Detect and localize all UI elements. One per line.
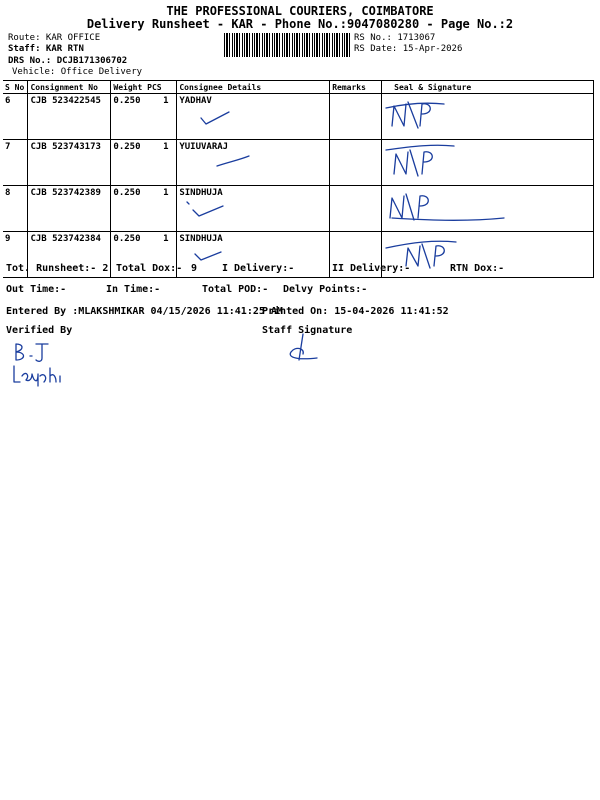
table-row: [3, 186, 594, 232]
col-sno: S No: [3, 81, 28, 94]
rs-date: RS Date: 15-Apr-2026: [354, 44, 463, 54]
row-consignee: [177, 94, 330, 140]
row-sno: 8: [3, 186, 28, 232]
row-seal: [382, 186, 594, 232]
tick-mark-icon: [179, 152, 269, 174]
row-weight-pcs: [111, 94, 177, 140]
total-pod: Total POD:-: [202, 284, 269, 295]
route-label: Route: KAR OFFICE: [8, 33, 101, 43]
row-weight: 0.250: [113, 142, 141, 152]
ii-delivery: II Delivery:-: [332, 263, 411, 274]
consignee-name: SINDHUJA: [179, 234, 223, 244]
staff-handwritten-signature: [285, 332, 325, 364]
row-sno: 9: [3, 232, 28, 278]
row-weight: 0.250: [113, 188, 141, 198]
consignee-name: SINDHUJA: [179, 188, 223, 198]
total-dox-label: Total Dox:-: [116, 263, 183, 274]
rs-number: RS No.: 1713067: [354, 33, 436, 43]
vehicle-label: Vehicle: Office Delivery: [12, 67, 143, 77]
runsheet-subtitle: Delivery Runsheet - KAR - Phone No.:9047080280 - Page No.:2: [86, 17, 514, 31]
verified-by-label: Verified By: [6, 325, 73, 336]
row-sno: 6: [3, 94, 28, 140]
barcode-image: [224, 33, 350, 57]
row-consignment: CJB 523742384: [28, 232, 111, 278]
row-remarks: [330, 94, 382, 140]
row-consignment: CJB 523743173: [28, 140, 111, 186]
tot-runsheet: Tot. Runsheet:- 2: [6, 263, 109, 274]
table-header-row: [3, 81, 594, 94]
staff-label: Staff: KAR RTN: [8, 44, 84, 54]
drs-number: DRS No.: DCJB171306702: [8, 56, 128, 66]
row-pcs: 1: [163, 234, 169, 244]
company-title: THE PROFESSIONAL COURIERS, COIMBATORE: [166, 4, 434, 18]
row-seal: [382, 140, 594, 186]
row-sno: 7: [3, 140, 28, 186]
row-pcs: 1: [163, 96, 169, 106]
consignee-name: YADHAV: [179, 96, 212, 106]
row-pcs: 1: [163, 188, 169, 198]
printed-on: Printed On: 15-04-2026 11:41:52: [262, 306, 449, 317]
table-row: [3, 94, 594, 140]
table-row: [3, 140, 594, 186]
row-weight: 0.250: [113, 96, 141, 106]
tick-mark-icon: [179, 198, 239, 220]
i-delivery: I Delivery:-: [222, 263, 295, 274]
consignee-name: YUIUVARAJ: [179, 142, 229, 152]
handwritten-np-signature: [384, 96, 494, 134]
entered-by: Entered By :MLAKSHMIKAR 04/15/2026 11:41:25 AM: [6, 306, 283, 317]
row-weight-pcs: [111, 186, 177, 232]
row-remarks: [330, 140, 382, 186]
col-remarks: Remarks: [330, 81, 382, 94]
out-time: Out Time:-: [6, 284, 67, 295]
total-dox-value: 9: [191, 263, 198, 274]
col-consignee: Consignee Details: [177, 81, 330, 94]
col-weight-pcs: Weight PCS: [111, 81, 177, 94]
handwritten-np-signature: [384, 188, 524, 226]
col-seal: Seal & Signature: [382, 81, 594, 94]
col-consignment: Consignment No: [28, 81, 111, 94]
delvy-points: Delvy Points:-: [283, 284, 368, 295]
rtn-dox: RTN Dox:-: [450, 263, 505, 274]
row-seal: [382, 94, 594, 140]
staff-signature-label: Staff Signature: [262, 325, 353, 336]
row-weight-pcs: [111, 140, 177, 186]
tick-mark-icon: [179, 106, 239, 128]
row-consignee: [177, 140, 330, 186]
verifier-handwritten-signature: [8, 338, 78, 388]
row-weight: 0.250: [113, 234, 141, 244]
row-remarks: [330, 186, 382, 232]
row-consignment: CJB 523422545: [28, 94, 111, 140]
handwritten-np-signature: [384, 142, 494, 180]
row-consignment: CJB 523742389: [28, 186, 111, 232]
row-consignee: [177, 186, 330, 232]
in-time: In Time:-: [106, 284, 161, 295]
runsheet-table: [3, 80, 594, 278]
row-pcs: 1: [163, 142, 169, 152]
